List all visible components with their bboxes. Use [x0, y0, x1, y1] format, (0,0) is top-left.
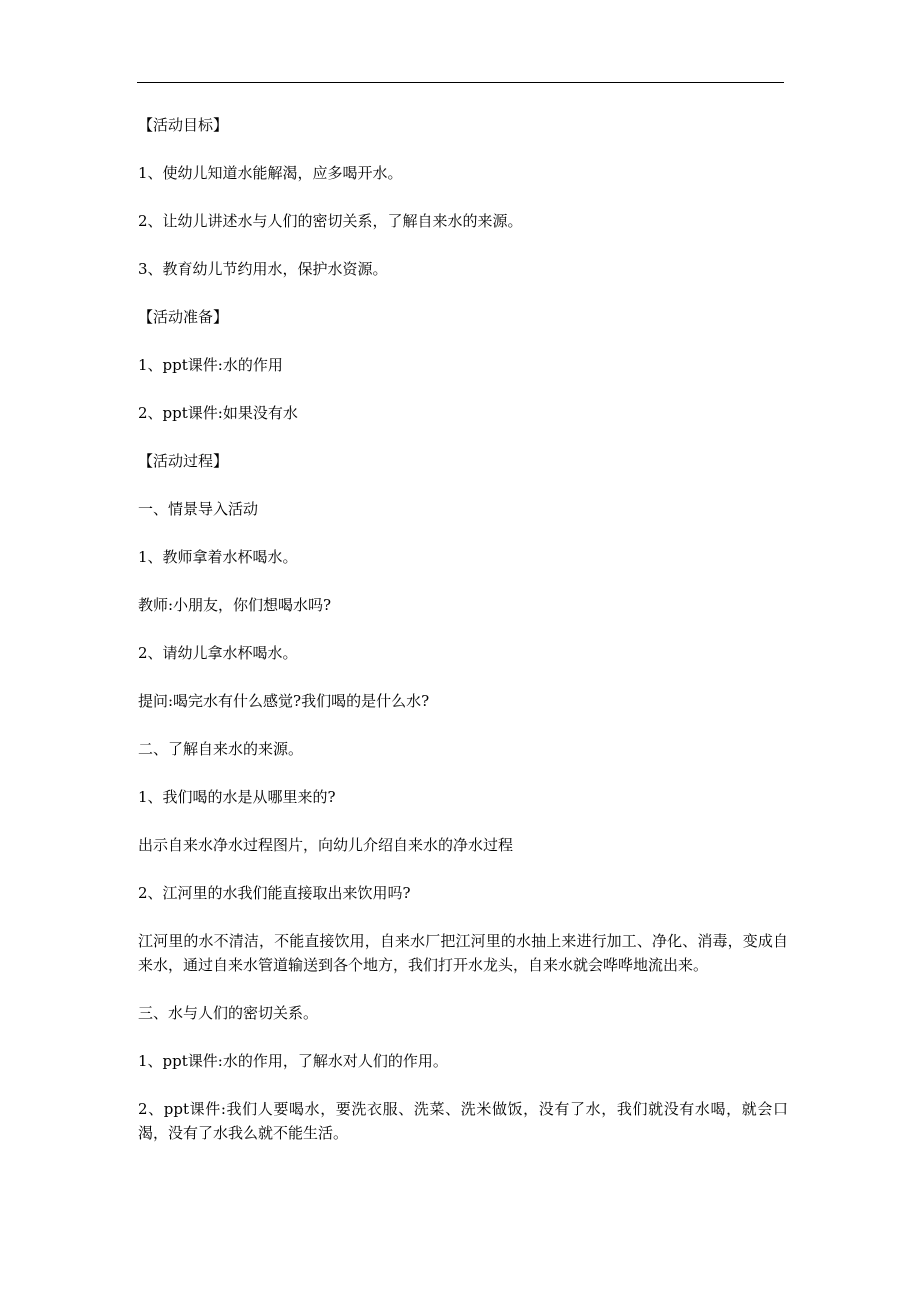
- process-item: 1、教师拿着水杯喝水。: [138, 548, 298, 566]
- process-item: 2、请幼儿拿水杯喝水。: [138, 644, 298, 662]
- section-heading-preparation: 【活动准备】: [138, 308, 229, 326]
- process-item: 教师:小朋友，你们想喝水吗?: [138, 596, 332, 614]
- process-item: 提问:喝完水有什么感觉?我们喝的是什么水?: [138, 692, 430, 710]
- preparation-item-1: 1、ppt课件:水的作用: [138, 356, 283, 374]
- preparation-item-2: 2、ppt课件:如果没有水: [138, 404, 298, 422]
- process-step-heading-2: 二、了解自来水的来源。: [138, 740, 304, 758]
- process-item: 出示自来水净水过程图片，向幼儿介绍自来水的净水过程: [138, 836, 514, 854]
- header-rule: [137, 82, 784, 83]
- process-paragraph: 2、ppt课件:我们人要喝水，要洗衣服、洗菜、洗米做饭，没有了水，我们就没有水喝，就会口渴，没有了水我么就不能生活。: [138, 1100, 788, 1142]
- section-heading-goals: 【活动目标】: [138, 116, 229, 134]
- process-item: 1、我们喝的水是从哪里来的?: [138, 788, 336, 806]
- process-paragraph: 江河里的水不清洁，不能直接饮用，自来水厂把江河里的水抽上来进行加工、净化、消毒，变成自来水，通过自来水管道输送到各个地方，我们打开水龙头，自来水就会哗哗地流出来。: [138, 932, 788, 974]
- goal-item-1: 1、使幼儿知道水能解渴，应多喝开水。: [138, 164, 403, 182]
- goal-item-3: 3、教育幼儿节约用水，保护水资源。: [138, 260, 388, 278]
- process-step-heading-1: 一、情景导入活动: [138, 500, 259, 518]
- process-item: 2、江河里的水我们能直接取出来饮用吗?: [138, 884, 411, 902]
- goal-item-2: 2、让幼儿讲述水与人们的密切关系，了解自来水的来源。: [138, 212, 523, 230]
- section-heading-process: 【活动过程】: [138, 452, 229, 470]
- process-step-heading-3: 三、水与人们的密切关系。: [138, 1004, 319, 1022]
- process-item: 1、ppt课件:水的作用，了解水对人们的作用。: [138, 1052, 448, 1070]
- document-body: [138, 113, 788, 1145]
